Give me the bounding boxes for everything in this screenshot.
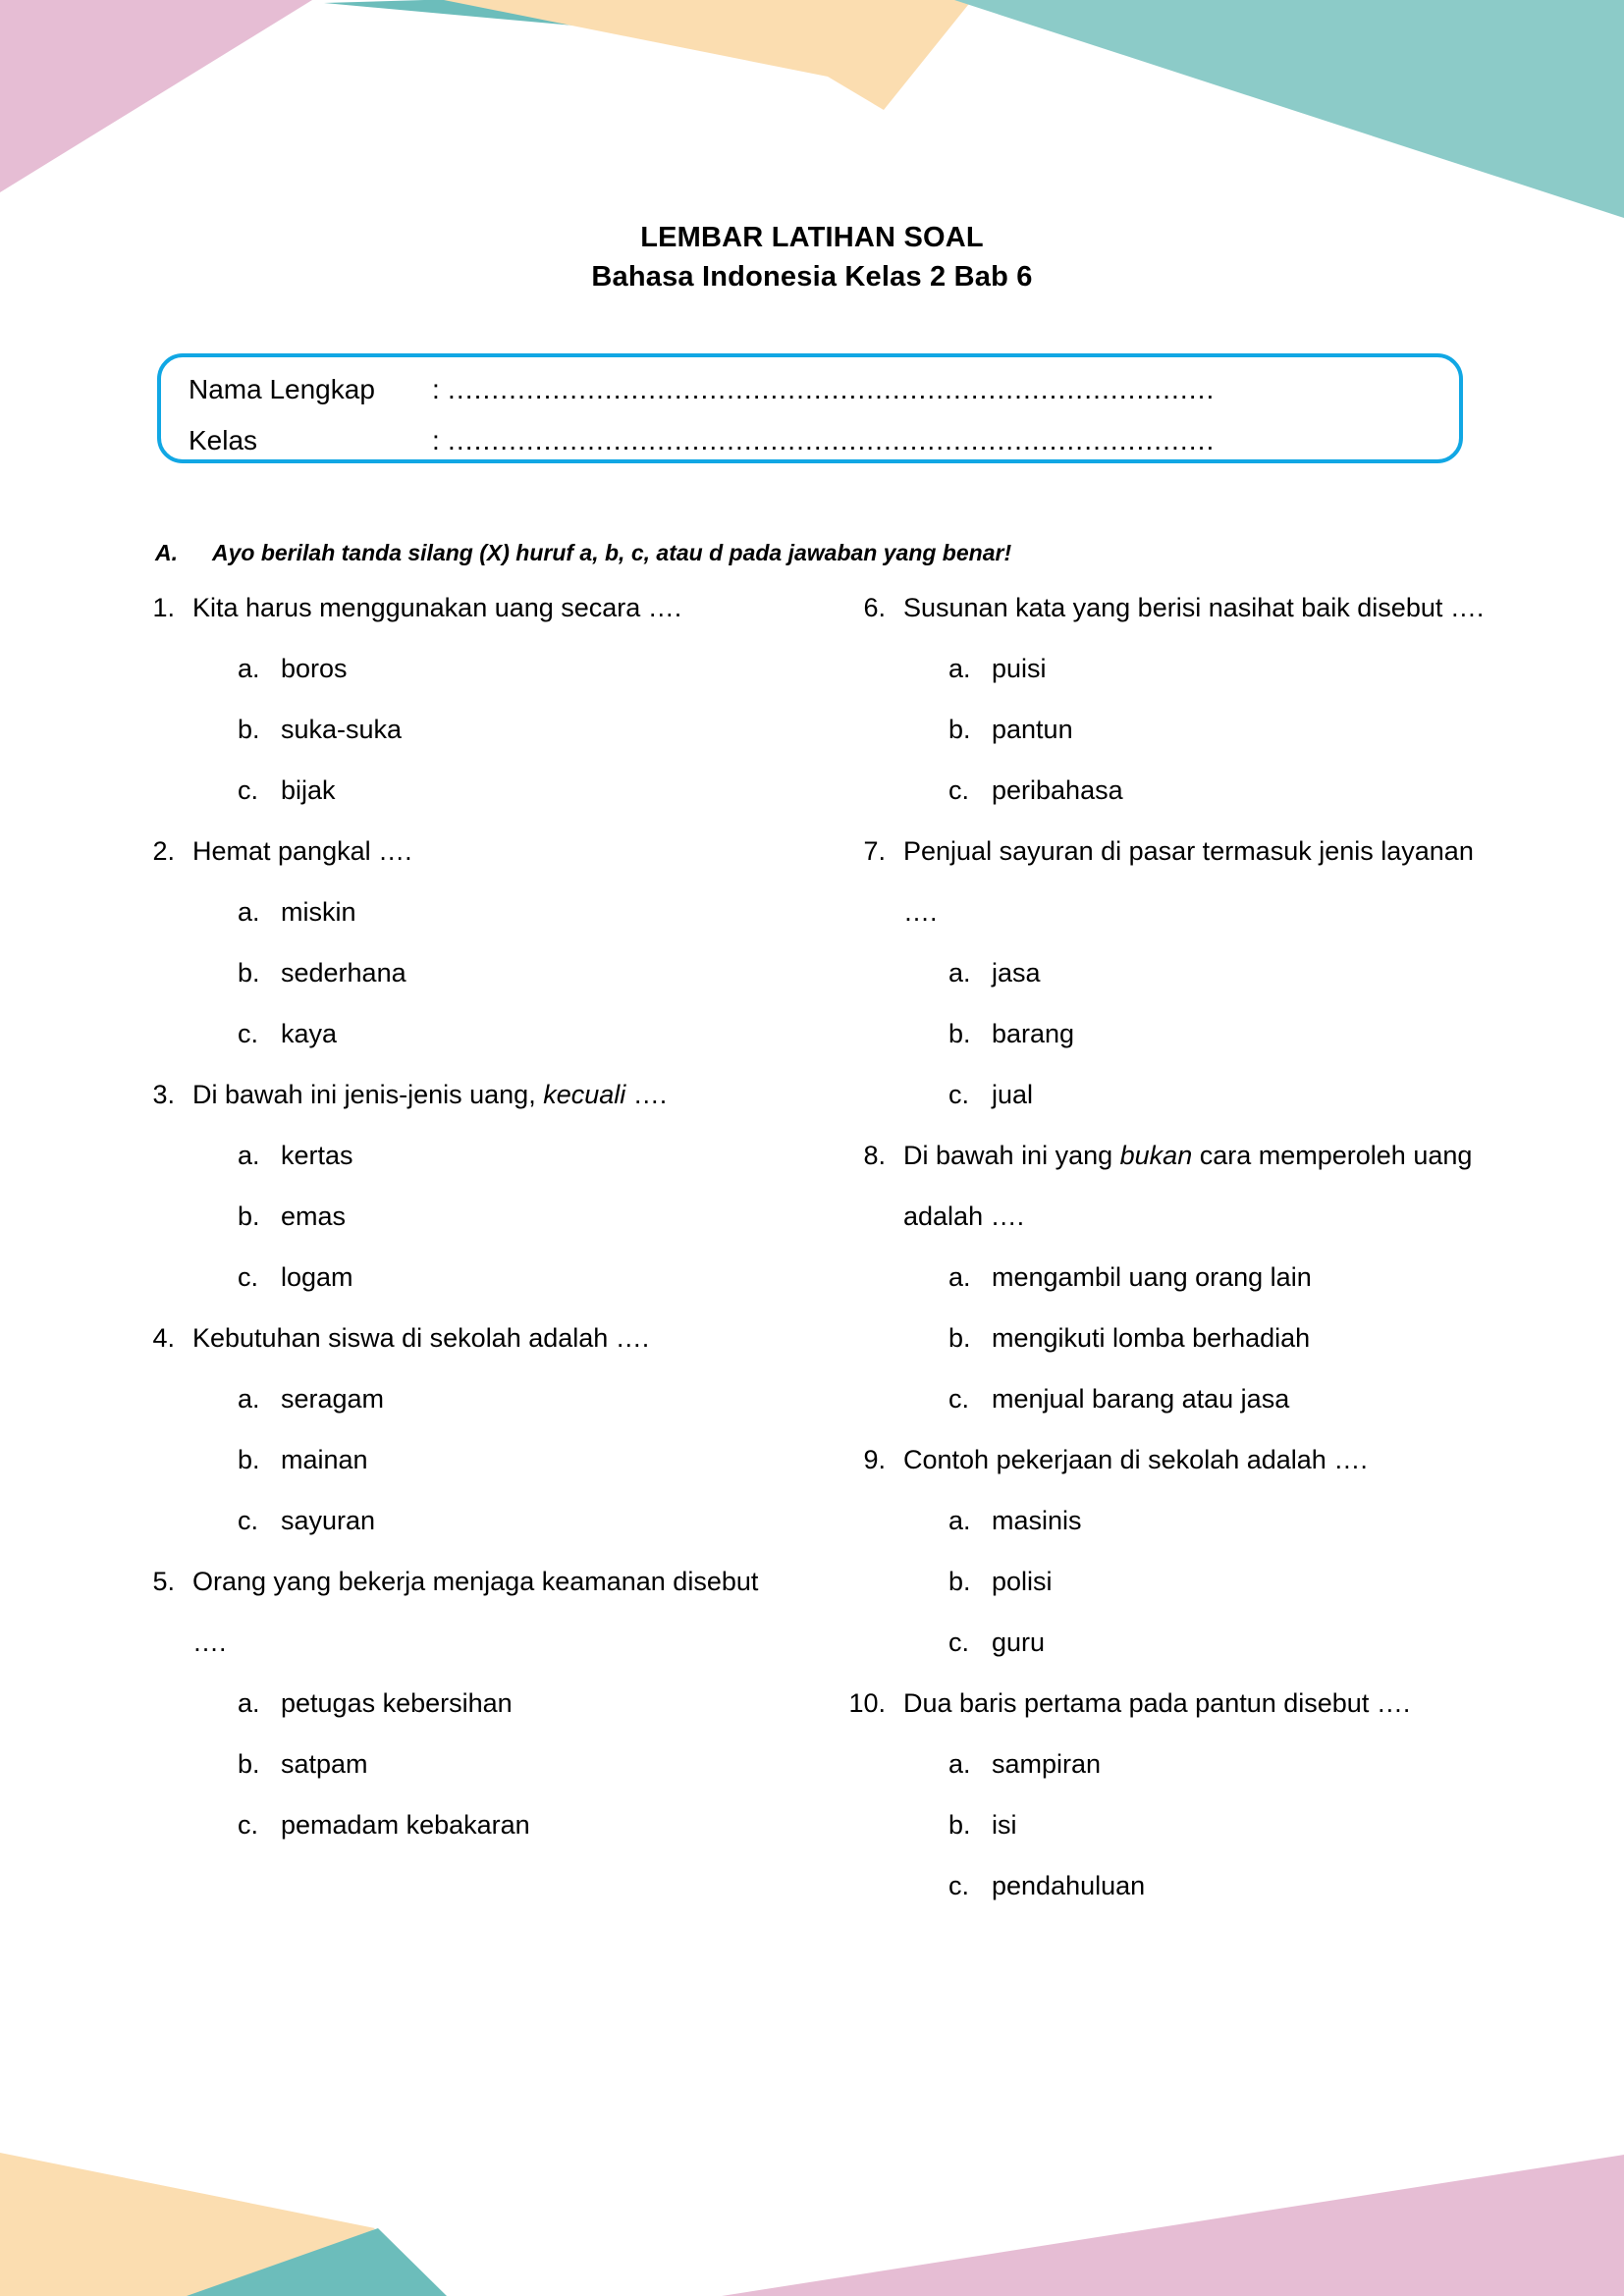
- question-text: [192, 577, 782, 638]
- full-name-colon: :: [432, 374, 440, 404]
- option-letter[interactable]: a.: [238, 1688, 260, 1718]
- question-text: [903, 1125, 1492, 1247]
- option-text: puisi: [992, 654, 1047, 683]
- option-item[interactable]: [192, 760, 782, 821]
- question-number: 6.: [863, 593, 886, 622]
- option-text: sayuran: [281, 1506, 376, 1535]
- option-item[interactable]: [903, 1794, 1492, 1855]
- option-letter[interactable]: a.: [948, 654, 971, 683]
- option-letter[interactable]: c.: [948, 775, 970, 805]
- questions-area: [137, 577, 1492, 1916]
- question-body: [192, 1308, 782, 1551]
- question-text: [903, 577, 1492, 638]
- option-letter[interactable]: a.: [948, 1749, 971, 1779]
- option-list: [192, 1673, 782, 1855]
- question-number: 4.: [152, 1323, 175, 1353]
- option-list: [903, 942, 1492, 1125]
- question-text-emphasis: bukan: [1119, 1141, 1193, 1170]
- option-item[interactable]: [903, 1247, 1492, 1308]
- option-list: [192, 881, 782, 1064]
- option-text: satpam: [281, 1749, 368, 1779]
- question-item: [848, 1125, 1492, 1429]
- option-text: sederhana: [281, 958, 406, 988]
- question-text-part: Di bawah ini jenis-jenis uang,: [192, 1080, 544, 1109]
- question-text-part: Susunan kata yang berisi nasihat baik disebut ….: [903, 593, 1485, 622]
- teal-sliver-top: [324, 0, 960, 54]
- option-list: [903, 1734, 1492, 1916]
- question-item: [848, 1429, 1492, 1673]
- option-list: [192, 638, 782, 821]
- option-list: [903, 1247, 1492, 1429]
- option-letter[interactable]: b.: [238, 1749, 260, 1779]
- teal-triangle-top-right: [954, 0, 1624, 218]
- option-text: polisi: [992, 1567, 1053, 1596]
- option-item[interactable]: [192, 1673, 782, 1734]
- option-item[interactable]: [192, 1490, 782, 1551]
- option-text: masinis: [992, 1506, 1082, 1535]
- question-text-part: Kita harus menggunakan uang secara ….: [192, 593, 682, 622]
- option-text: kaya: [281, 1019, 338, 1048]
- full-name-input-line[interactable]: ........................................................................................: [448, 374, 1216, 404]
- class-row: [189, 424, 1434, 457]
- option-letter[interactable]: c.: [948, 1080, 970, 1109]
- option-letter[interactable]: b.: [238, 1445, 260, 1474]
- question-number: 5.: [152, 1567, 175, 1596]
- option-list: [192, 1368, 782, 1551]
- question-text: [192, 1064, 782, 1125]
- question-text-part: cara memperoleh uang adalah ….: [903, 1141, 1473, 1231]
- question-text: [192, 1551, 782, 1673]
- option-letter[interactable]: b.: [238, 715, 260, 744]
- option-text: kertas: [281, 1141, 353, 1170]
- question-number: 1.: [152, 593, 175, 622]
- question-body: [192, 1551, 782, 1855]
- option-text: suka-suka: [281, 715, 403, 744]
- option-item[interactable]: [192, 1247, 782, 1308]
- class-label: Kelas: [189, 425, 258, 455]
- question-body: [903, 1673, 1492, 1916]
- option-letter[interactable]: a.: [238, 897, 260, 927]
- option-item[interactable]: [192, 1003, 782, 1064]
- option-letter[interactable]: a.: [948, 1262, 971, 1292]
- option-text: sampiran: [992, 1749, 1102, 1779]
- option-letter[interactable]: b.: [948, 1567, 971, 1596]
- question-item: [848, 821, 1492, 1125]
- question-text: [903, 1429, 1492, 1490]
- option-item[interactable]: [192, 881, 782, 942]
- question-text-part: Contoh pekerjaan di sekolah adalah ….: [903, 1445, 1368, 1474]
- student-identity-box: [157, 353, 1463, 463]
- option-letter[interactable]: b.: [948, 1019, 971, 1048]
- option-letter[interactable]: c.: [948, 1384, 970, 1414]
- option-text: mengikuti lomba berhadiah: [992, 1323, 1311, 1353]
- question-item: [137, 1064, 782, 1308]
- option-letter[interactable]: c.: [238, 1506, 259, 1535]
- question-number: 2.: [152, 836, 175, 866]
- page-subtitle: Bahasa Indonesia Kelas 2 Bab 6: [591, 261, 1033, 293]
- option-text: pemadam kebakaran: [281, 1810, 530, 1840]
- option-item[interactable]: [903, 1368, 1492, 1429]
- option-text: petugas kebersihan: [281, 1688, 513, 1718]
- option-list: [903, 1490, 1492, 1673]
- class-input-line[interactable]: ........................................................................................: [448, 425, 1216, 455]
- option-letter[interactable]: c.: [948, 1871, 970, 1900]
- option-text: boros: [281, 654, 348, 683]
- option-text: bijak: [281, 775, 336, 805]
- option-item[interactable]: [903, 1064, 1492, 1125]
- option-text: jasa: [992, 958, 1041, 988]
- full-name-row: [189, 373, 1434, 406]
- option-text: pantun: [992, 715, 1073, 744]
- option-text: barang: [992, 1019, 1075, 1048]
- option-item[interactable]: [903, 1003, 1492, 1064]
- option-letter[interactable]: b.: [238, 958, 260, 988]
- option-letter[interactable]: c.: [238, 1019, 259, 1048]
- peach-shape-top: [444, 0, 972, 110]
- question-text: [903, 1673, 1492, 1734]
- question-item: [137, 1551, 782, 1855]
- option-letter[interactable]: a.: [238, 1384, 260, 1414]
- option-item[interactable]: [192, 942, 782, 1003]
- option-text: seragam: [281, 1384, 385, 1414]
- option-text: isi: [992, 1810, 1017, 1840]
- question-item: [137, 577, 782, 821]
- question-text-part: Penjual sayuran di pasar termasuk jenis layanan ….: [903, 836, 1474, 927]
- section-instruction-text: Ayo berilah tanda silang (X) huruf a, b, c, atau d pada jawaban yang benar!: [212, 540, 1012, 565]
- option-text: logam: [281, 1262, 353, 1292]
- option-item[interactable]: [903, 942, 1492, 1003]
- option-item[interactable]: [192, 699, 782, 760]
- option-text: pendahuluan: [992, 1871, 1146, 1900]
- option-letter[interactable]: c.: [238, 775, 259, 805]
- question-body: [903, 1125, 1492, 1429]
- option-letter[interactable]: a.: [238, 654, 260, 683]
- option-item[interactable]: [192, 1368, 782, 1429]
- question-text-part: Dua baris pertama pada pantun disebut ….: [903, 1688, 1411, 1718]
- question-text-part: ….: [625, 1080, 668, 1109]
- pink-shape-bottom-right: [722, 2155, 1624, 2296]
- question-body: [903, 577, 1492, 821]
- peach-shape-bottom-left: [0, 2153, 375, 2296]
- question-body: [192, 577, 782, 821]
- option-letter[interactable]: c.: [238, 1262, 259, 1292]
- question-text-part: Di bawah ini yang: [903, 1141, 1120, 1170]
- option-letter[interactable]: b.: [238, 1201, 260, 1231]
- question-item: [848, 577, 1492, 821]
- option-item[interactable]: [903, 1734, 1492, 1794]
- option-item[interactable]: [903, 638, 1492, 699]
- section-letter: A.: [155, 540, 178, 565]
- question-number: 10.: [848, 1688, 886, 1718]
- question-number: 3.: [152, 1080, 175, 1109]
- section-instruction: [155, 538, 1471, 567]
- question-body: [192, 821, 782, 1064]
- option-text: miskin: [281, 897, 356, 927]
- option-text: jual: [992, 1080, 1034, 1109]
- option-item[interactable]: [903, 1490, 1492, 1551]
- question-item: [137, 821, 782, 1064]
- option-item[interactable]: [903, 760, 1492, 821]
- option-item[interactable]: [903, 1612, 1492, 1673]
- option-letter[interactable]: c.: [238, 1810, 259, 1840]
- option-item[interactable]: [192, 1794, 782, 1855]
- option-letter[interactable]: a.: [948, 1506, 971, 1535]
- questions-column-left: [137, 577, 782, 1916]
- questions-column-right: [848, 577, 1492, 1916]
- question-text-part: Kebutuhan siswa di sekolah adalah ….: [192, 1323, 650, 1353]
- question-text: [192, 821, 782, 881]
- option-text: emas: [281, 1201, 347, 1231]
- page-header: [0, 218, 1624, 296]
- question-body: [192, 1064, 782, 1308]
- question-text-part: Orang yang bekerja menjaga keamanan disebut ….: [192, 1567, 759, 1657]
- option-letter[interactable]: a.: [238, 1141, 260, 1170]
- option-item[interactable]: [192, 638, 782, 699]
- option-item[interactable]: [192, 1429, 782, 1490]
- option-item[interactable]: [192, 1186, 782, 1247]
- option-letter[interactable]: b.: [948, 1810, 971, 1840]
- option-letter[interactable]: b.: [948, 715, 971, 744]
- option-item[interactable]: [903, 1855, 1492, 1916]
- option-text: peribahasa: [992, 775, 1123, 805]
- option-item[interactable]: [903, 1308, 1492, 1368]
- option-item[interactable]: [903, 699, 1492, 760]
- question-number: 9.: [863, 1445, 886, 1474]
- option-item[interactable]: [192, 1125, 782, 1186]
- option-letter[interactable]: a.: [948, 958, 971, 988]
- option-text: mengambil uang orang lain: [992, 1262, 1312, 1292]
- question-text: [903, 821, 1492, 942]
- class-colon: :: [432, 425, 440, 455]
- question-number: 8.: [863, 1141, 886, 1170]
- question-body: [903, 1429, 1492, 1673]
- question-text-emphasis: kecuali: [543, 1080, 626, 1109]
- option-item[interactable]: [903, 1551, 1492, 1612]
- option-list: [903, 638, 1492, 821]
- question-text: [192, 1308, 782, 1368]
- question-number: 7.: [863, 836, 886, 866]
- pink-triangle-top-left: [0, 0, 312, 192]
- full-name-label: Nama Lengkap: [189, 374, 375, 404]
- page-title: LEMBAR LATIHAN SOAL: [640, 222, 984, 253]
- option-text: guru: [992, 1628, 1046, 1657]
- option-letter[interactable]: b.: [948, 1323, 971, 1353]
- question-item: [848, 1673, 1492, 1916]
- teal-triangle-bottom-left: [187, 2228, 447, 2296]
- question-text-part: Hemat pangkal ….: [192, 836, 412, 866]
- option-item[interactable]: [192, 1734, 782, 1794]
- option-text: menjual barang atau jasa: [992, 1384, 1290, 1414]
- question-item: [137, 1308, 782, 1551]
- option-text: mainan: [281, 1445, 368, 1474]
- option-list: [192, 1125, 782, 1308]
- question-body: [903, 821, 1492, 1125]
- option-letter[interactable]: c.: [948, 1628, 970, 1657]
